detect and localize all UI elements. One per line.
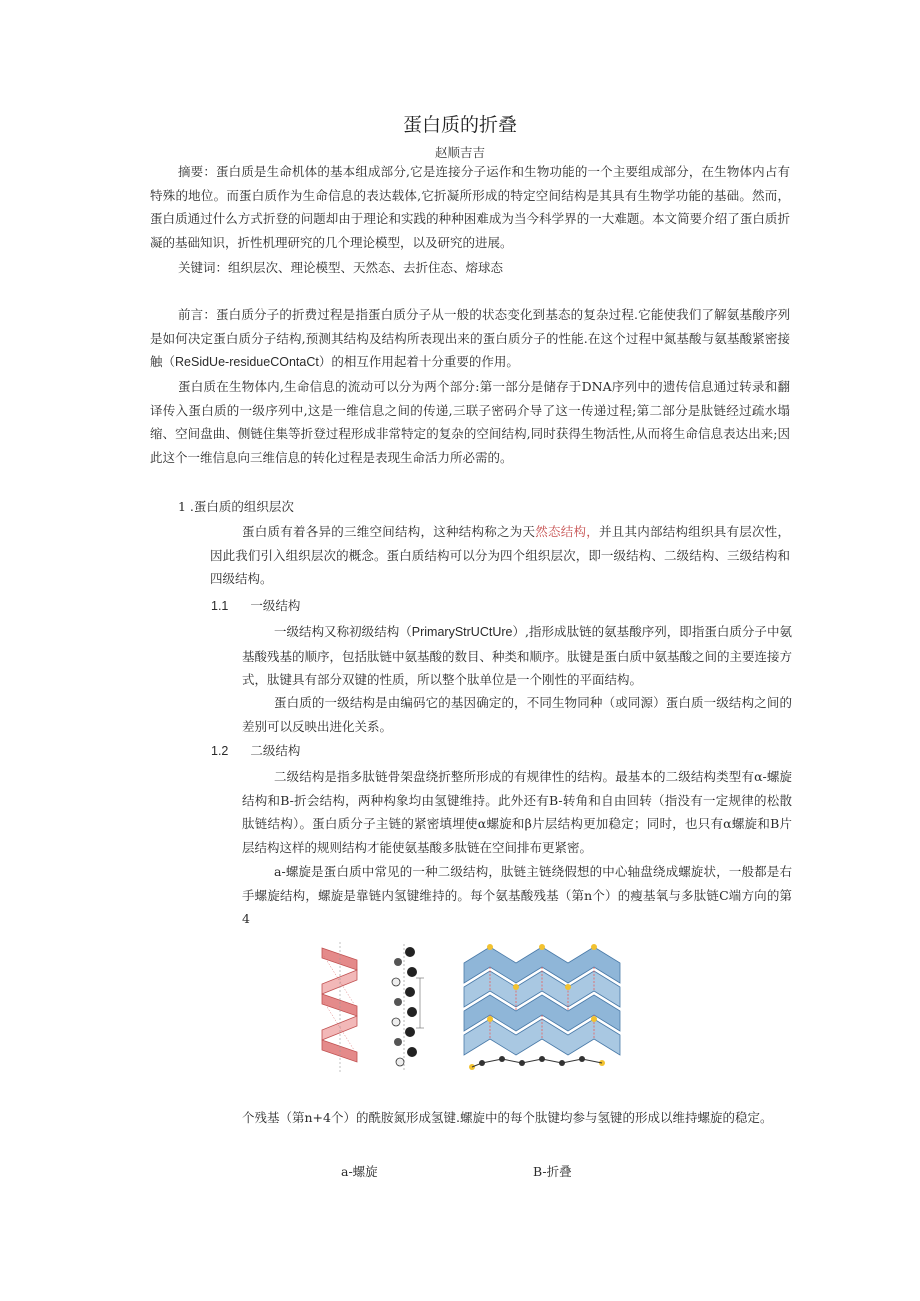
primary-structure-paragraph — [242, 620, 792, 692]
preface — [150, 303, 790, 375]
section-1-2-heading — [211, 741, 300, 759]
preface-text-b: ）的相互作用起着十分重要的作用。 — [318, 354, 519, 369]
alpha-helix-figure — [312, 938, 452, 1078]
abstract: 摘要：蛋白质是生命机体的基本组成部分,它是连接分子运作和生物功能的一个主要组成部分，在生物体内占有特殊的地位。而蛋白质作为生命信息的表达载体,它折凝所形成的特定空间结构是其具有生物学功能的基础。然而，蛋白质通过什么方式折登的问题却由于理论和实践的种种困难成为当今科学界的一大难题。本文简要介绍了蛋白质折凝的基础知识，折性机理研究的几个理论模型，以及研究的进展。 — [150, 164, 790, 250]
beta-sheet-figure — [462, 943, 628, 1075]
p11-text-b: ）,指形成肽链的氨基酸序列，即指蛋白质分子中氨基酸残基的顺序，包括肽链中氨基酸的数目、种类和顺序。肽键是蛋白质中氨基酸之间的主要连接方式，肽键具有部分双键的性质，所以整个肽单位是一个刚性的平面结构。 — [242, 624, 793, 687]
sec1-text-a: 蛋白质有着各异的三维空间结构，这种结构称之为天 — [242, 524, 536, 539]
caption-alpha-helix: a-螺旋 — [341, 1164, 378, 1179]
sec1-highlight: 然态结构， — [535, 524, 599, 539]
helix-atom-model — [392, 944, 424, 1072]
section-1-2-title: 二级结构 — [250, 743, 301, 758]
sheet-pleats — [464, 947, 620, 1055]
helix-continuation: 个残基（第n+4个）的酰胺氮形成氢键.螺旋中的每个肽键均参与氢键的形成以维持螺旋的稳定。 — [242, 1110, 773, 1125]
caption-beta-sheet: B-折叠 — [533, 1164, 572, 1179]
info-flow-paragraph: 蛋白质在生物体内,生命信息的流动可以分为两个部分:第一部分是储存于DNA序列中的遗传信息通过转录和翻译传入蛋白质的一级序列中,这是一维信息之间的传递,三联子密码介导了这一传递过程;第二部分是肽链经过疏水塌缩、空间盘曲、侧链住集等折登过程形成非常特定的复杂的空间结构,同时获得生物活性,从而将生命信息表达出来;因此这个一维信息向三维信息的转化过程是表现生命活力所必需的。 — [150, 379, 790, 465]
author: 赵顺吉吉 — [434, 145, 485, 160]
page-title: 蛋白质的折叠 — [402, 114, 517, 136]
p11-text-a: 一级结构又称初级结构（ — [274, 624, 412, 639]
p11-term: PrimaryStrUCtUre — [411, 625, 513, 639]
section-1-paragraph — [210, 520, 790, 591]
section-1-1-number: 1.1 — [211, 599, 229, 613]
sec1-text-b: 并且其内部结构组织具有层次性，因此我们引入组织层次的概念。蛋白质结构可以分为四个组织层次，即一级结构、二级结构、三级结构和四级结构。 — [210, 524, 790, 586]
keywords: 关键词：组织层次、理论模型、天然态、去折住态、熔球态 — [178, 260, 504, 275]
preface-text-a: 前言：蛋白质分子的折费过程是指蛋白质分子从一般的状态变化到基态的复杂过程.它能使我们了解氨基酸序列是如何决定蛋白质分子结构,预测其结构及结构所表现出来的蛋白质分子的性能.在这个过程中氮基酸与氨基酸紧密接触（ — [150, 307, 790, 369]
secondary-structure-paragraph: 二级结构是指多肽链骨架盘绕折整所形成的有规律性的结构。最基本的二级结构类型有α-螺旋结构和B-折会结构，两种构象均由氢键维持。此外还有B-转角和自由回转（指没有一定规律的松散肽链结构）。蛋白质分子主链的紧密填埋使α螺旋和β片层结构更加稳定；同时，也只有α螺旋和B片层结构这样的规则结构才能使氨基酸多肽链在空间排布更紧密。 — [242, 769, 792, 855]
preface-term: ReSidUe-residueCOntaCt — [175, 355, 319, 369]
helix-ribbon — [322, 942, 357, 1072]
section-1-heading: 1 .蛋白质的组织层次 — [178, 499, 294, 514]
primary-structure-evolution: 蛋白质的一级结构是由编码它的基因确定的，不同生物同种（或同源）蛋白质一级结构之间的差别可以反映出进化关系。 — [242, 695, 792, 734]
section-1-1-heading — [211, 596, 300, 614]
section-1-2-number: 1.2 — [211, 744, 229, 758]
alpha-helix-paragraph: a-螺旋是蛋白质中常见的一种二级结构，肽链主链绕假想的中心轴盘绕成螺旋状，一般都是右手螺旋结构，螺旋是靠链内氢键维持的。每个氨基酸残基（第n个）的瘦基氧与多肽链C端方向的第4 — [242, 864, 792, 926]
section-1-1-title: 一级结构 — [250, 598, 301, 613]
